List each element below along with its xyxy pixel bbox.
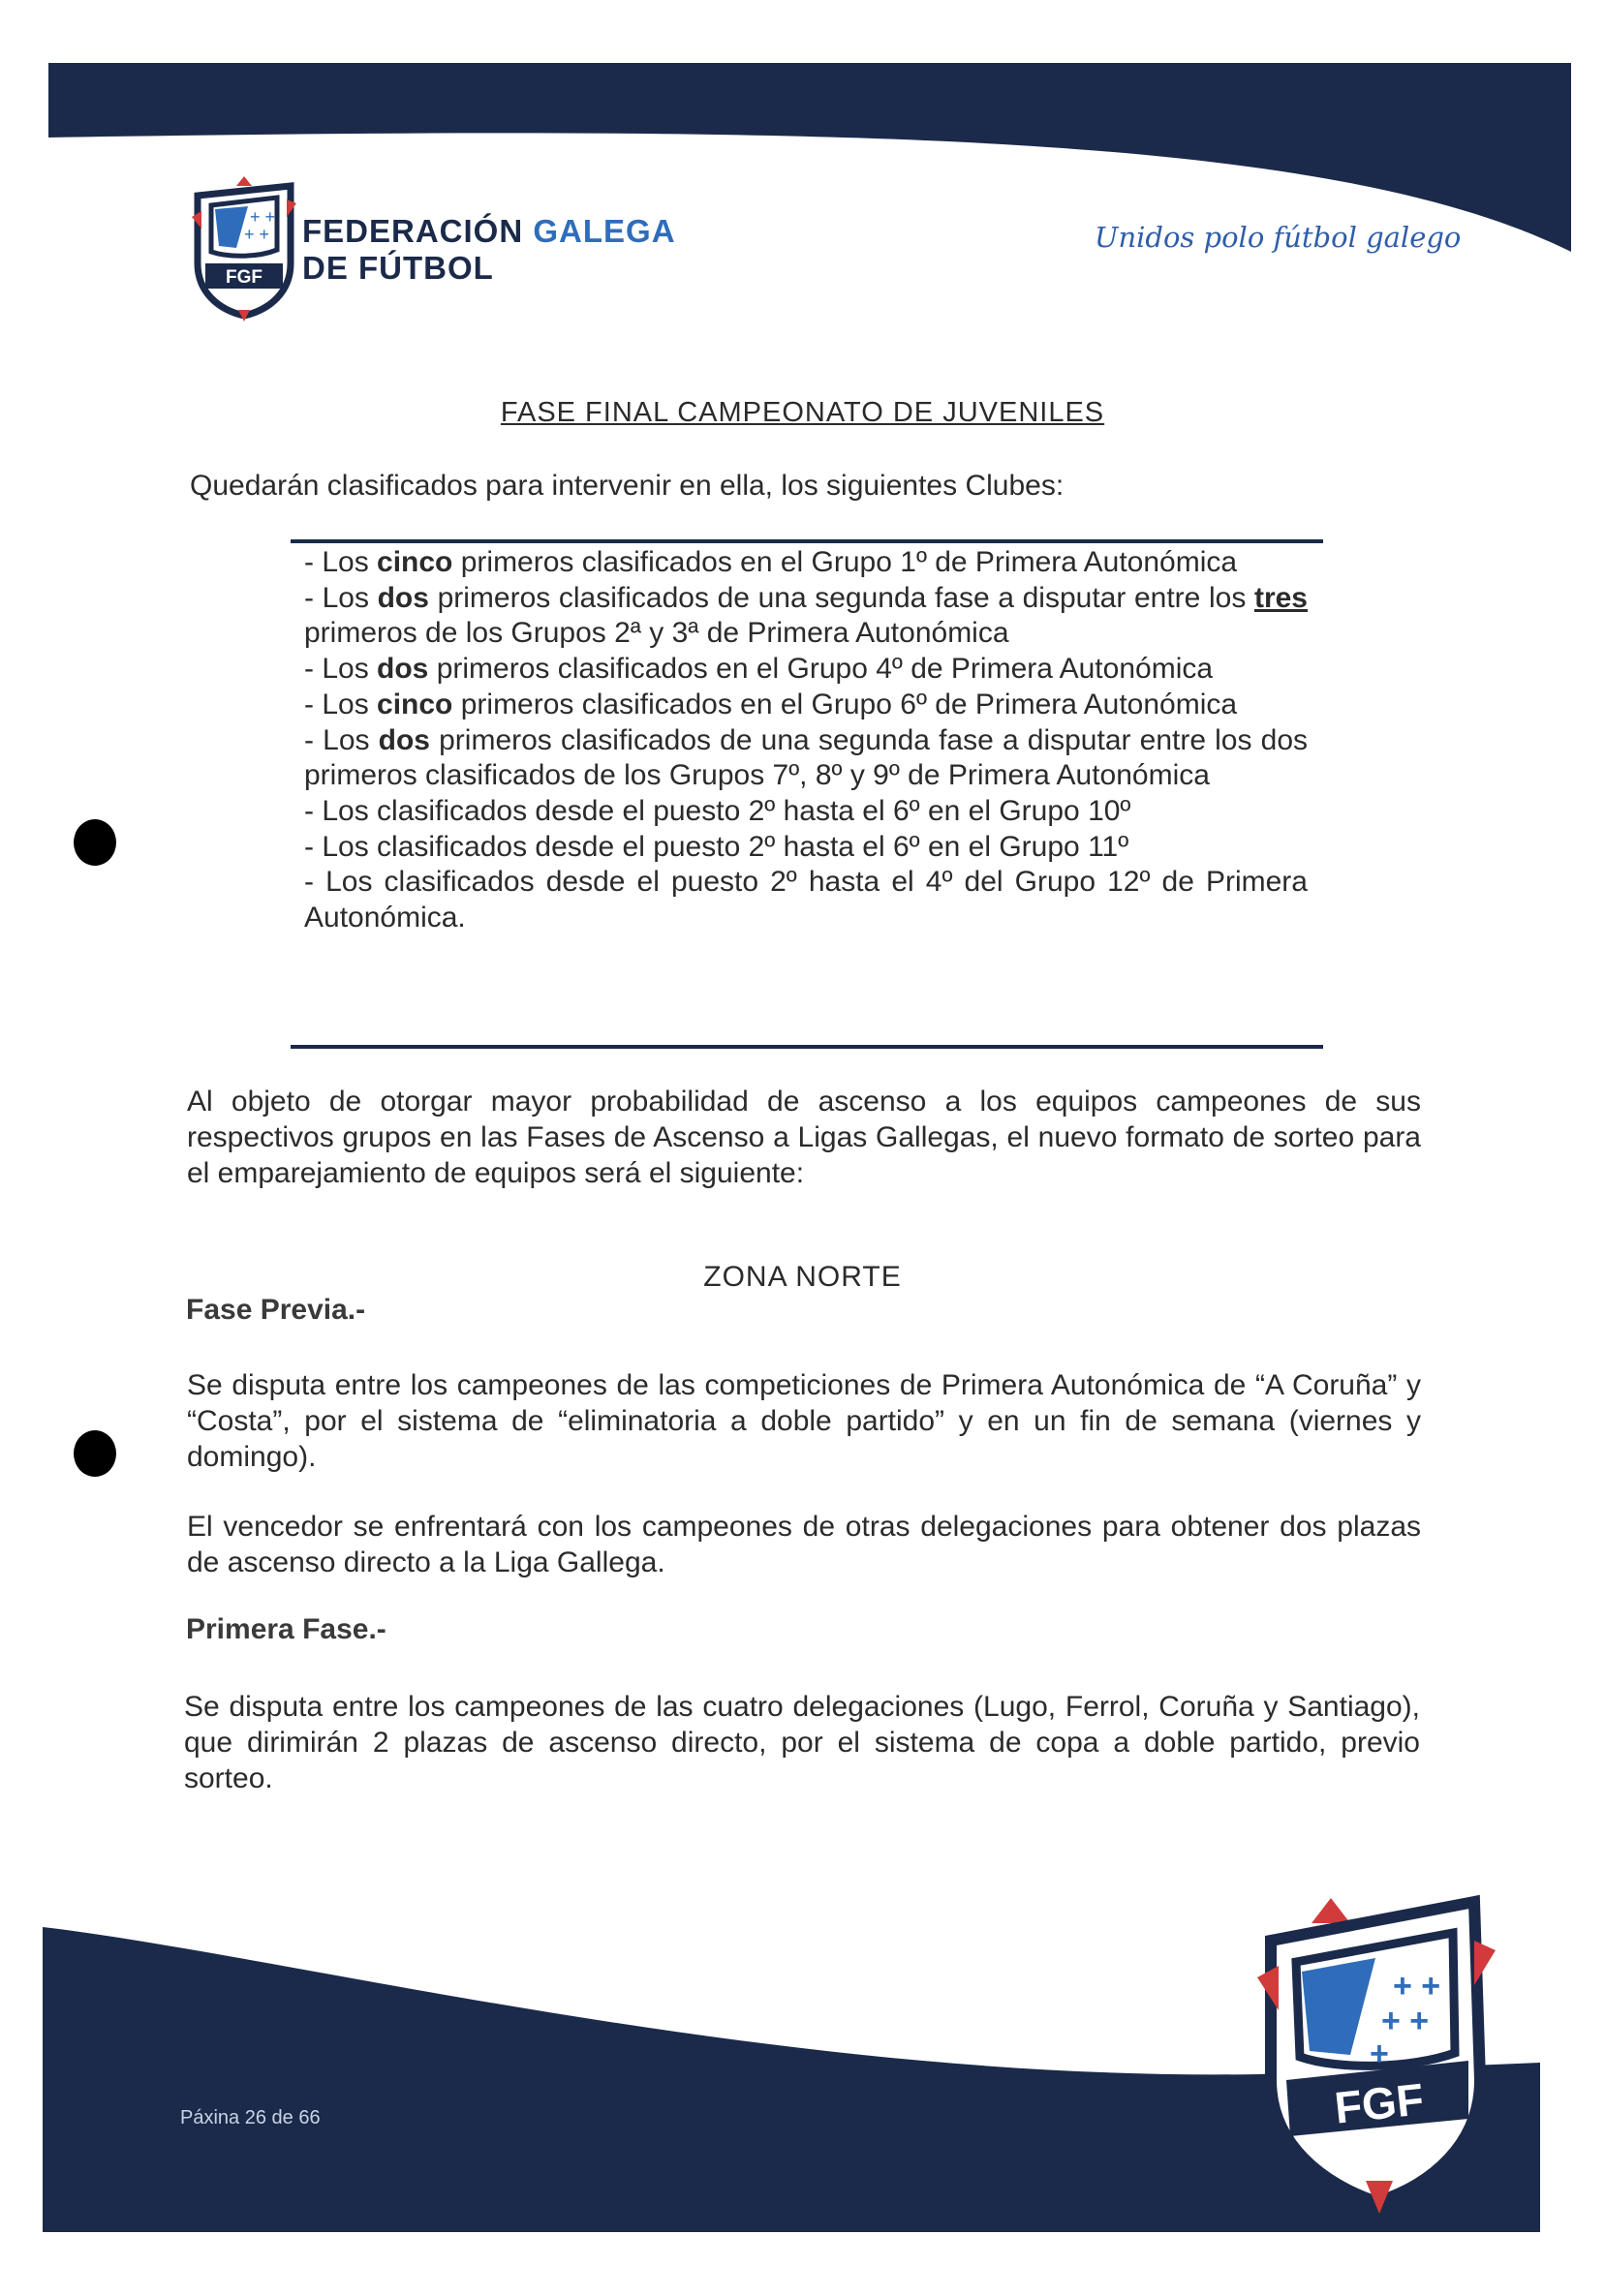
binder-hole — [74, 819, 116, 866]
fase-previa-heading: Fase Previa.- — [186, 1294, 366, 1326]
fgf-logo — [190, 174, 298, 321]
brand-line1-accent: GALEGA — [533, 213, 676, 249]
intro-text: Quedarán clasificados para intervenir en ella, los siguientes Clubes: — [190, 470, 1065, 502]
logo-text: FGF — [226, 267, 262, 288]
svg-text:+ +: + + — [1393, 1968, 1441, 2005]
brand-name — [302, 213, 676, 287]
list-item: - Los cinco primeros clasificados en el Grupo 6º de Primera Autonómica — [304, 688, 1238, 720]
club-list — [304, 545, 1308, 936]
list-item: - Los dos primeros clasificados de una segunda fase a disputar entre los dos primeros clasificados de los Grupos 7º, 8º y 9º de Primera Autonómica — [304, 723, 1309, 792]
list-item: - Los clasificados desde el puesto 2º hasta el 4º del Grupo 12º de Primera Autonómica. — [304, 866, 1308, 934]
svg-text:+ +: + + — [244, 225, 270, 244]
objeto-paragraph: Al objeto de otorgar mayor probabilidad de ascenso a los equipos campeones de sus respectivos grupos en las Fases de Ascenso a Ligas Gallegas, el nuevo formato de sorteo para el emparejamiento de equipos será el siguiente: — [187, 1086, 1421, 1189]
svg-text:+ +: + + — [250, 207, 276, 227]
divider-top — [291, 539, 1323, 543]
primera-fase-p1: Se disputa entre los campeones de las cuatro delegaciones (Lugo, Ferrol, Coruña y Santiago), que dirimirán 2 plazas de ascenso directo, por el sistema de copa a doble partido, previo sorteo. — [184, 1691, 1420, 1794]
primera-fase-heading: Primera Fase.- — [186, 1613, 386, 1645]
page-title: FASE FINAL CAMPEONATO DE JUVENILES — [500, 397, 1105, 428]
list-item: - Los dos primeros clasificados de una segunda fase a disputar entre los tres primeros de los Grupos 2ª y 3ª de Primera Autonómica — [304, 581, 1308, 650]
page-number: Páxina 26 de 66 — [180, 2107, 321, 2128]
binder-hole — [74, 1430, 116, 1477]
slogan: Unidos polo fútbol galego — [1095, 221, 1462, 254]
brand-line2: DE FÚTBOL — [302, 250, 494, 286]
footer-logo-text: FGF — [1332, 2073, 1427, 2133]
svg-text:+ +: + + — [1381, 2003, 1430, 2039]
list-item: - Los clasificados desde el puesto 2º hasta el 6º en el Grupo 10º — [304, 794, 1131, 827]
list-item: - Los cinco primeros clasificados en el Grupo 1º de Primera Autonómica — [304, 546, 1238, 578]
zone-heading: ZONA NORTE — [703, 1261, 902, 1293]
footer-fgf-logo — [1250, 1890, 1501, 2219]
divider-bottom — [291, 1045, 1323, 1049]
list-item: - Los dos primeros clasificados en el Grupo 4º de Primera Autonómica — [304, 653, 1214, 686]
brand-line1: FEDERACIÓN — [302, 213, 524, 249]
fase-previa-p1: Se disputa entre los campeones de las competiciones de Primera Autonómica de “A Coruña” y “Costa”, por el sistema de “eliminatoria a doble partido” y en un fin de semana (viernes y domingo). — [187, 1369, 1421, 1473]
svg-text:+: + — [1370, 2036, 1389, 2072]
fase-previa-p2: El vencedor se enfrentará con los campeones de otras delegaciones para obtener dos plazas de ascenso directo a la Liga Gallega. — [187, 1511, 1421, 1578]
list-item: - Los clasificados desde el puesto 2º hasta el 6º en el Grupo 11º — [304, 830, 1129, 863]
